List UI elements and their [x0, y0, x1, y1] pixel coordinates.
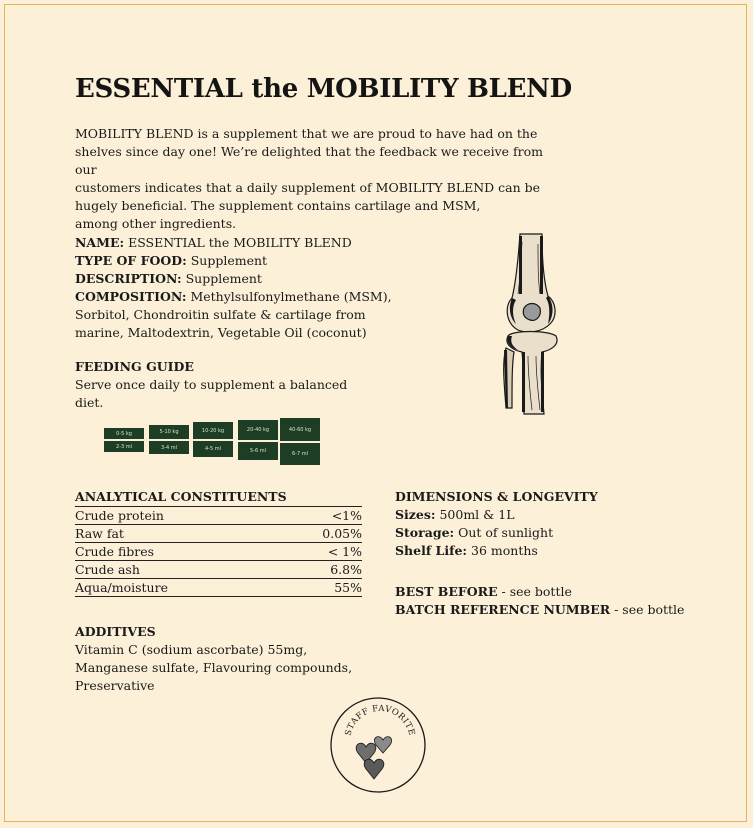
table-row: Raw fat 0.05% [75, 526, 362, 541]
dosage-column [193, 422, 233, 457]
table-row: Crude ash 6.8% [75, 562, 362, 577]
additives-heading: ADDITIVES [75, 624, 156, 639]
dosage-weight: 5-10 kg [149, 425, 189, 439]
knee-joint-illustration [498, 232, 564, 418]
shelf-life-line: Shelf Life: 36 months [395, 543, 538, 558]
dosage-amount: 3-4 ml [149, 441, 189, 454]
feeding-heading: FEEDING GUIDE [75, 359, 194, 374]
intro-line: among other ingredients. [75, 216, 237, 231]
product-specs [75, 234, 405, 342]
dosage-amount: 4-5 ml [193, 441, 233, 457]
feeding-text: diet. [75, 395, 104, 410]
best-before-line: BEST BEFORE - see bottle [395, 584, 572, 599]
feeding-guide [75, 358, 375, 412]
intro-paragraph [75, 125, 555, 233]
dimensions-heading: DIMENSIONS & LONGEVITY [395, 489, 598, 504]
intro-line: hugely beneficial. The supplement contains cartilage and MSM, [75, 198, 481, 213]
badge-text: STAFF FAVORITE [343, 703, 417, 737]
dosage-weight: 10-20 kg [193, 422, 233, 439]
feeding-text: Serve once daily to supplement a balanced [75, 377, 348, 392]
sizes-line: Sizes: 500ml & 1L [395, 507, 515, 522]
dimensions-longevity [395, 488, 695, 560]
spec-description: DESCRIPTION: Supplement [75, 271, 262, 286]
spec-type: TYPE OF FOOD: Supplement [75, 253, 268, 268]
spec-composition-cont: marine, Maltodextrin, Vegetable Oil (coconut) [75, 325, 367, 340]
dosage-weight: 40-60 kg [280, 418, 320, 441]
dosage-column [104, 428, 144, 452]
storage-line: Storage: Out of sunlight [395, 525, 554, 540]
dosage-weight: 0-5 kg [104, 428, 144, 439]
additives-text: Manganese sulfate, Flavouring compounds, [75, 660, 353, 675]
dosage-column [280, 418, 320, 465]
dosage-column [149, 425, 189, 454]
dosage-weight: 20-40 kg [238, 420, 278, 440]
additives-section [75, 623, 375, 695]
spec-name: NAME: ESSENTIAL the MOBILITY BLEND [75, 235, 352, 250]
page-title: ESSENTIAL the MOBILITY BLEND [75, 74, 572, 104]
dosage-amount: 5-6 ml [238, 442, 278, 460]
batch-reference-line: BATCH REFERENCE NUMBER - see bottle [395, 602, 685, 617]
analytical-constituents [75, 488, 362, 597]
additives-text: Vitamin C (sodium ascorbate) 55mg, [75, 642, 308, 657]
staff-favorite-badge [328, 695, 428, 795]
intro-line: customers indicates that a daily supplement of MOBILITY BLEND can be [75, 180, 541, 195]
table-row: Aqua/moisture 55% [75, 580, 362, 595]
additives-text: Preservative [75, 678, 155, 693]
dosage-amount: 2-3 ml [104, 441, 144, 452]
spec-composition-cont: Sorbitol, Chondroitin sulfate & cartilage from [75, 307, 366, 322]
analytical-heading: ANALYTICAL CONSTITUENTS [75, 489, 287, 504]
spec-composition: COMPOSITION: Methylsulfonylmethane (MSM), [75, 289, 392, 304]
best-before-info [395, 583, 725, 619]
intro-line: MOBILITY BLEND is a supplement that we are proud to have had on the [75, 126, 538, 141]
dosage-column [238, 420, 278, 460]
table-row: Crude fibres < 1% [75, 544, 362, 559]
intro-line: shelves since day one! We’re delighted that the feedback we receive from our [75, 144, 544, 177]
table-row: Crude protein <1% [75, 508, 362, 523]
dosage-amount: 6-7 ml [280, 443, 320, 465]
